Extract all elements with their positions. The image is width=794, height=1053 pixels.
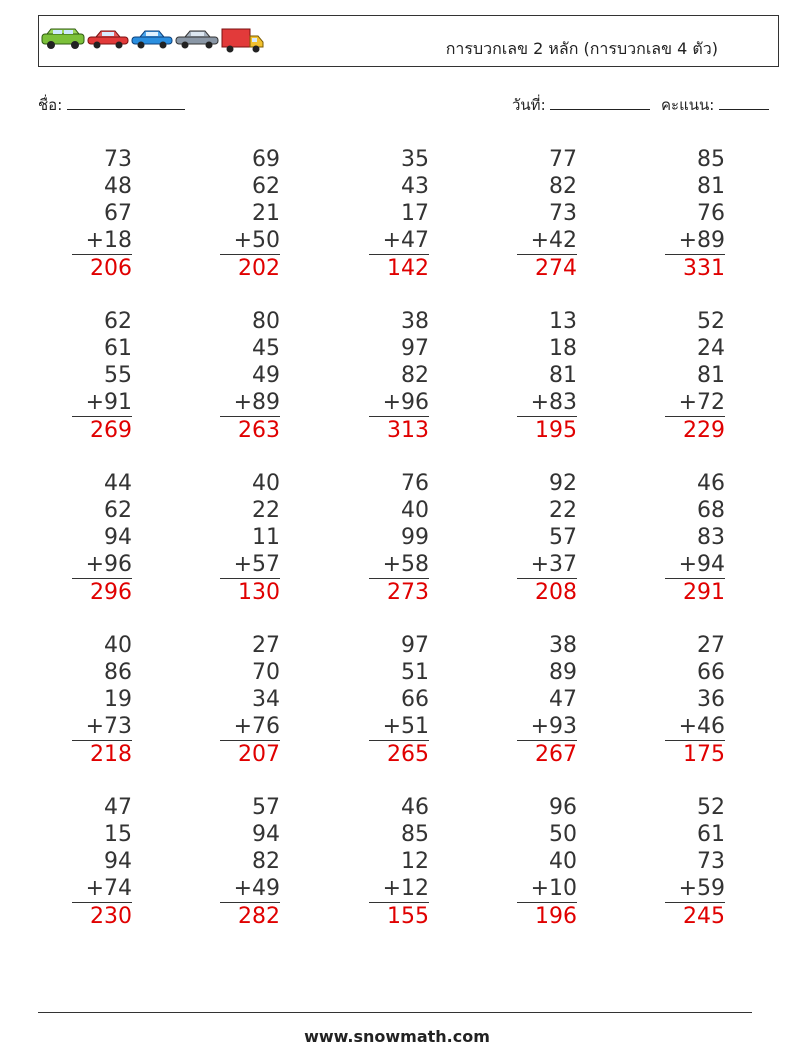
addend: 76 [401, 471, 429, 496]
addend: 83 [697, 525, 725, 550]
addend-last: +73 [72, 713, 132, 741]
addition-problem [665, 146, 725, 282]
date-label: วันที่: [512, 96, 546, 114]
addend: 85 [697, 147, 725, 172]
addend: 96 [549, 795, 577, 820]
answer: 245 [683, 904, 725, 929]
addend: 46 [697, 471, 725, 496]
answer: 269 [90, 418, 132, 443]
score-label: คะแนน: [661, 96, 715, 114]
addend: 68 [697, 498, 725, 523]
addend: 44 [104, 471, 132, 496]
addend: 73 [697, 849, 725, 874]
addend: 82 [252, 849, 280, 874]
score-line[interactable] [719, 95, 769, 110]
answer: 130 [238, 580, 280, 605]
answer: 202 [238, 256, 280, 281]
addend-last: +94 [665, 551, 725, 579]
addend: 19 [104, 687, 132, 712]
addend: 36 [697, 687, 725, 712]
addend: 52 [697, 309, 725, 334]
addend-last: +10 [517, 875, 577, 903]
addend-last: +12 [369, 875, 429, 903]
addition-problem [220, 794, 280, 930]
answer: 175 [683, 742, 725, 767]
addend: 52 [697, 795, 725, 820]
addend: 82 [401, 363, 429, 388]
footer-site: www.snowmath.com [304, 1027, 490, 1046]
answer: 196 [535, 904, 577, 929]
addition-problem [369, 308, 429, 444]
addend-last: +93 [517, 713, 577, 741]
addend-last: +59 [665, 875, 725, 903]
red-car-icon [87, 28, 129, 50]
answer: 267 [535, 742, 577, 767]
addend-last: +89 [220, 389, 280, 417]
answer: 218 [90, 742, 132, 767]
addition-problem [665, 632, 725, 768]
addend-last: +96 [72, 551, 132, 579]
answer: 265 [387, 742, 429, 767]
addition-problem [517, 308, 577, 444]
addend: 40 [549, 849, 577, 874]
addend-last: +18 [72, 227, 132, 255]
addend: 97 [401, 336, 429, 361]
addend: 89 [549, 660, 577, 685]
addend: 77 [549, 147, 577, 172]
addend: 85 [401, 822, 429, 847]
answer: 230 [90, 904, 132, 929]
addend-last: +96 [369, 389, 429, 417]
addition-problem [220, 308, 280, 444]
addend: 67 [104, 201, 132, 226]
addend: 94 [252, 822, 280, 847]
addend: 45 [252, 336, 280, 361]
answer: 313 [387, 418, 429, 443]
addend-last: +46 [665, 713, 725, 741]
addend: 40 [401, 498, 429, 523]
addend: 69 [252, 147, 280, 172]
answer: 291 [683, 580, 725, 605]
addition-problem [72, 794, 132, 930]
addend-last: +83 [517, 389, 577, 417]
answer: 331 [683, 256, 725, 281]
addend: 94 [104, 525, 132, 550]
addend: 62 [104, 498, 132, 523]
addition-problem [220, 146, 280, 282]
answer: 229 [683, 418, 725, 443]
addend-last: +72 [665, 389, 725, 417]
addend: 18 [549, 336, 577, 361]
date-line[interactable] [550, 95, 650, 110]
addend: 97 [401, 633, 429, 658]
addition-problem [369, 632, 429, 768]
addend: 61 [104, 336, 132, 361]
addend: 46 [401, 795, 429, 820]
addend: 21 [252, 201, 280, 226]
addend: 35 [401, 147, 429, 172]
blue-car-icon [131, 28, 173, 50]
addend-last: +50 [220, 227, 280, 255]
addend: 55 [104, 363, 132, 388]
addend: 12 [401, 849, 429, 874]
addition-problem [517, 794, 577, 930]
addition-problem [665, 308, 725, 444]
addend: 34 [252, 687, 280, 712]
addend: 66 [697, 660, 725, 685]
addition-problem [369, 470, 429, 606]
answer: 207 [238, 742, 280, 767]
name-field[interactable] [38, 93, 185, 117]
addend: 99 [401, 525, 429, 550]
addition-problem [517, 146, 577, 282]
score-field[interactable] [661, 93, 769, 117]
addend: 47 [104, 795, 132, 820]
addend: 38 [401, 309, 429, 334]
addend: 24 [697, 336, 725, 361]
answer: 155 [387, 904, 429, 929]
answer: 274 [535, 256, 577, 281]
addend: 62 [252, 174, 280, 199]
answer: 208 [535, 580, 577, 605]
addition-problem [220, 470, 280, 606]
addition-problem [72, 308, 132, 444]
addend-last: +47 [369, 227, 429, 255]
addend: 57 [549, 525, 577, 550]
answer: 206 [90, 256, 132, 281]
addend: 82 [549, 174, 577, 199]
addend: 86 [104, 660, 132, 685]
addend: 76 [697, 201, 725, 226]
header-box [38, 15, 779, 67]
addend: 13 [549, 309, 577, 334]
addend: 81 [697, 363, 725, 388]
addition-problem [517, 632, 577, 768]
addend-last: +49 [220, 875, 280, 903]
answer: 142 [387, 256, 429, 281]
addend-last: +76 [220, 713, 280, 741]
addend: 61 [697, 822, 725, 847]
addend: 81 [549, 363, 577, 388]
footer-divider [38, 1012, 752, 1013]
addition-problem [369, 794, 429, 930]
addend-last: +37 [517, 551, 577, 579]
addend: 66 [401, 687, 429, 712]
name-label: ชื่อ: [38, 96, 63, 114]
addition-problem [72, 632, 132, 768]
addend: 73 [549, 201, 577, 226]
addend: 92 [549, 471, 577, 496]
addend: 27 [697, 633, 725, 658]
addend: 50 [549, 822, 577, 847]
addend: 40 [252, 471, 280, 496]
name-line[interactable] [67, 95, 185, 110]
addend: 62 [104, 309, 132, 334]
addend-last: +57 [220, 551, 280, 579]
addend: 94 [104, 849, 132, 874]
addend: 27 [252, 633, 280, 658]
addend: 70 [252, 660, 280, 685]
addend: 22 [549, 498, 577, 523]
addend: 81 [697, 174, 725, 199]
addition-problem [72, 146, 132, 282]
vehicle-icons [41, 28, 265, 54]
addend: 80 [252, 309, 280, 334]
addend-last: +89 [665, 227, 725, 255]
addend: 22 [252, 498, 280, 523]
addend: 38 [549, 633, 577, 658]
addend-last: +91 [72, 389, 132, 417]
addition-problem [517, 470, 577, 606]
answer: 273 [387, 580, 429, 605]
addition-problem [665, 794, 725, 930]
red-truck-icon [221, 28, 265, 54]
addend: 48 [104, 174, 132, 199]
date-field[interactable] [512, 93, 650, 117]
addend: 40 [104, 633, 132, 658]
addend: 11 [252, 525, 280, 550]
worksheet-title: การบวกเลข 2 หลัก (การบวกเลข 4 ตัว) [445, 39, 718, 58]
addend-last: +74 [72, 875, 132, 903]
green-car-icon [41, 28, 85, 50]
answer: 282 [238, 904, 280, 929]
gray-car-icon [175, 28, 219, 50]
addition-problem [369, 146, 429, 282]
addend: 57 [252, 795, 280, 820]
addend-last: +58 [369, 551, 429, 579]
addend: 43 [401, 174, 429, 199]
addend: 49 [252, 363, 280, 388]
addition-problem [72, 470, 132, 606]
addition-problem [665, 470, 725, 606]
addend-last: +51 [369, 713, 429, 741]
addend: 73 [104, 147, 132, 172]
answer: 296 [90, 580, 132, 605]
addend: 51 [401, 660, 429, 685]
answer: 263 [238, 418, 280, 443]
addend: 15 [104, 822, 132, 847]
addend: 47 [549, 687, 577, 712]
answer: 195 [535, 418, 577, 443]
addition-problem [220, 632, 280, 768]
addend: 17 [401, 201, 429, 226]
addend-last: +42 [517, 227, 577, 255]
